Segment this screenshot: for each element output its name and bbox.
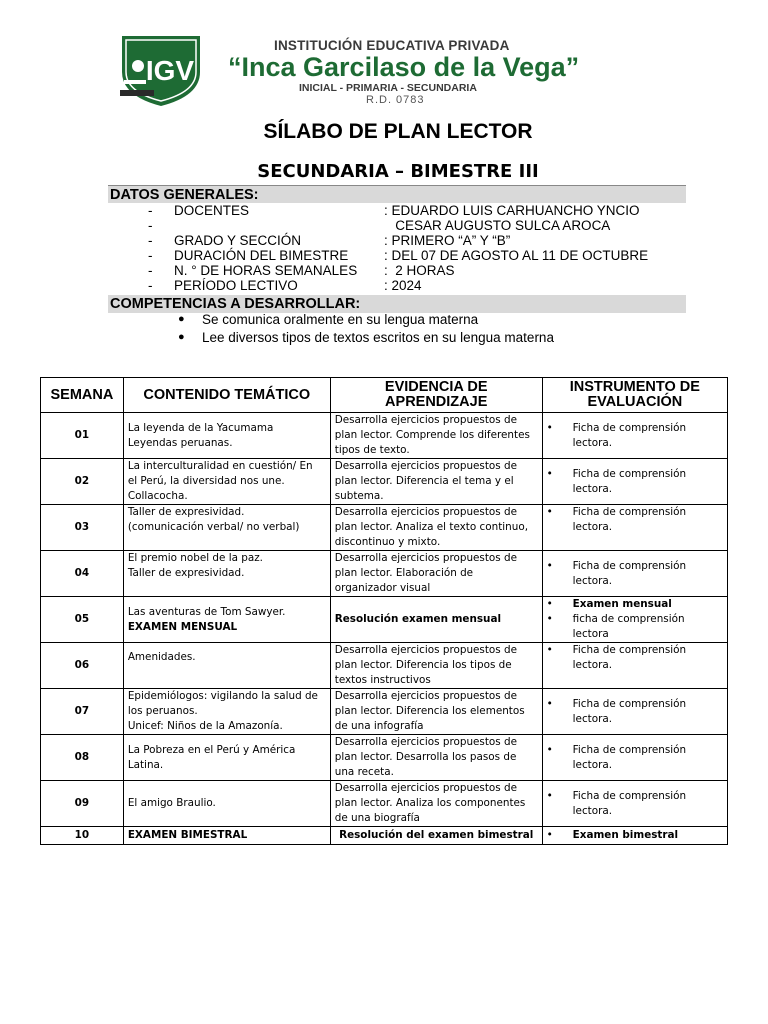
institution-name: “Inca Garcilaso de la Vega” bbox=[228, 52, 580, 82]
contenido-cell: La leyenda de la Yacumama Leyendas peruanas. bbox=[123, 413, 330, 459]
table-row bbox=[41, 781, 728, 827]
header-semana: SEMANA bbox=[41, 378, 124, 413]
competencia-text: Se comunica oralmente en su lengua materna bbox=[202, 312, 479, 327]
table-row bbox=[41, 505, 728, 551]
datos-dash: - bbox=[148, 203, 153, 218]
document-subtitle: SECUNDARIA – BIMESTRE III bbox=[257, 161, 539, 182]
contenido-cell: La Pobreza en el Perú y América Latina. bbox=[123, 735, 330, 781]
contenido-cell: Epidemiólogos: vigilando la salud de los peruanos. Unicef: Niños de la Amazonía. bbox=[123, 689, 330, 735]
instrumento-cell: • Ficha de comprensión lectora. bbox=[542, 735, 727, 781]
plan-lector-table bbox=[40, 377, 728, 845]
header-instrumento: INSTRUMENTO DE EVALUACIÓN bbox=[542, 378, 727, 413]
institution-levels: INICIAL - PRIMARIA - SECUNDARIA bbox=[299, 82, 477, 94]
datos-dash: - bbox=[148, 278, 153, 293]
semana-cell: 05 bbox=[41, 597, 124, 643]
instrumento-cell: • Ficha de comprensión lectora. bbox=[542, 643, 727, 689]
institution-header bbox=[116, 30, 676, 110]
datos-value: CESAR AUGUSTO SULCA AROCA bbox=[384, 218, 611, 233]
competencia-text: Lee diversos tipos de textos escritos en su lengua materna bbox=[202, 330, 554, 345]
table-row bbox=[41, 413, 728, 459]
evidencia-cell: Desarrolla ejercicios propuestos de plan lector. Elaboración de organizador visual bbox=[330, 551, 542, 597]
evidencia-cell: Desarrolla ejercicios propuestos de plan lector. Diferencia los tipos de textos instructivos bbox=[330, 643, 542, 689]
datos-label: PERÍODO LECTIVO bbox=[174, 278, 298, 293]
school-shield-logo bbox=[116, 30, 206, 108]
institution-type: INSTITUCIÓN EDUCATIVA PRIVADA bbox=[274, 38, 510, 53]
datos-generales-heading: DATOS GENERALES: bbox=[108, 185, 686, 203]
header-evidencia: EVIDENCIA DE APRENDIZAJE bbox=[330, 378, 542, 413]
datos-label: DOCENTES bbox=[174, 203, 250, 218]
contenido-cell: La interculturalidad en cuestión/ En el Perú, la diversidad nos une. Collacocha. bbox=[123, 459, 330, 505]
evidencia-cell: Resolución del examen bimestral bbox=[330, 827, 542, 845]
instrumento-cell: • Ficha de comprensión lectora. bbox=[542, 459, 727, 505]
datos-label: GRADO Y SECCIÓN bbox=[174, 233, 302, 248]
semana-cell: 08 bbox=[41, 735, 124, 781]
bullet-icon: • bbox=[546, 697, 553, 710]
semana-cell: 10 bbox=[41, 827, 124, 845]
semana-cell: 07 bbox=[41, 689, 124, 735]
datos-dash: - bbox=[148, 248, 153, 263]
table-row bbox=[41, 597, 728, 643]
semana-cell: 03 bbox=[41, 505, 124, 551]
instrumento-cell: • Ficha de comprensión lectora. bbox=[542, 781, 727, 827]
contenido-cell: EXAMEN BIMESTRAL bbox=[123, 827, 330, 845]
logo-text: IGV bbox=[145, 55, 195, 86]
table-row bbox=[41, 459, 728, 505]
bullet-icon: • bbox=[546, 644, 553, 656]
bullet-icon: • bbox=[546, 467, 553, 480]
table-row bbox=[41, 643, 728, 689]
datos-value: : DEL 07 DE AGOSTO AL 11 DE OCTUBRE bbox=[384, 248, 649, 263]
datos-dash: - bbox=[148, 263, 153, 278]
datos-value: : 2 HORAS bbox=[384, 263, 455, 278]
instrumento-cell: • Examen mensual • ficha de comprensión lectora bbox=[542, 597, 727, 643]
competencias-heading: COMPETENCIAS A DESARROLLAR: bbox=[108, 295, 686, 313]
bullet-icon: • bbox=[546, 598, 553, 610]
instrumento-cell: • Ficha de comprensión lectora. bbox=[542, 505, 727, 551]
datos-value: : EDUARDO LUIS CARHUANCHO YNCIO bbox=[384, 203, 640, 218]
evidencia-cell: Desarrolla ejercicios propuestos de plan lector. Analiza el texto continuo, discontinuo y mixto. bbox=[330, 505, 542, 551]
datos-dash: - bbox=[148, 218, 153, 233]
contenido-cell: El premio nobel de la paz. Taller de expresividad. bbox=[123, 551, 330, 597]
semana-cell: 04 bbox=[41, 551, 124, 597]
bullet-icon: • bbox=[546, 506, 553, 518]
instrumento-cell: • Ficha de comprensión lectora. bbox=[542, 413, 727, 459]
datos-label: DURACIÓN DEL BIMESTRE bbox=[174, 248, 349, 263]
bullet-icon: • bbox=[546, 421, 553, 434]
instrumento-cell: • Ficha de comprensión lectora. bbox=[542, 689, 727, 735]
semana-cell: 02 bbox=[41, 459, 124, 505]
bullet-icon: • bbox=[546, 789, 553, 802]
contenido-cell: Las aventuras de Tom Sawyer. EXAMEN MENSUAL bbox=[123, 597, 330, 643]
instrumento-cell: • Examen bimestral bbox=[542, 827, 727, 845]
instrumento-cell: • Ficha de comprensión lectora. bbox=[542, 551, 727, 597]
table-row bbox=[41, 689, 728, 735]
bullet-icon: • bbox=[546, 743, 553, 756]
evidencia-cell: Resolución examen mensual bbox=[330, 597, 542, 643]
bullet-icon: • bbox=[546, 613, 553, 625]
contenido-cell: El amigo Braulio. bbox=[123, 781, 330, 827]
evidencia-cell: Desarrolla ejercicios propuestos de plan lector. Desarrolla los pasos de una receta. bbox=[330, 735, 542, 781]
bullet-icon: • bbox=[546, 829, 553, 841]
bullet-icon: ● bbox=[178, 331, 185, 343]
datos-value: : PRIMERO “A” Y “B” bbox=[384, 233, 511, 248]
datos-value: : 2024 bbox=[384, 278, 422, 293]
contenido-cell: Amenidades. bbox=[123, 643, 330, 689]
table-row bbox=[41, 735, 728, 781]
table-header-row bbox=[41, 378, 728, 413]
datos-dash: - bbox=[148, 233, 153, 248]
datos-label: N. ° DE HORAS SEMANALES bbox=[174, 263, 358, 278]
document-title: SÍLABO DE PLAN LECTOR bbox=[263, 120, 533, 143]
bullet-icon: ● bbox=[178, 313, 185, 325]
institution-rd: R.D. 0783 bbox=[366, 94, 425, 106]
evidencia-cell: Desarrolla ejercicios propuestos de plan lector. Diferencia el tema y el subtema. bbox=[330, 459, 542, 505]
bullet-icon: • bbox=[546, 559, 553, 572]
semana-cell: 09 bbox=[41, 781, 124, 827]
semana-cell: 06 bbox=[41, 643, 124, 689]
table-row bbox=[41, 551, 728, 597]
evidencia-cell: Desarrolla ejercicios propuestos de plan lector. Comprende los diferentes tipos de texto. bbox=[330, 413, 542, 459]
table-row bbox=[41, 827, 728, 845]
contenido-cell: Taller de expresividad. (comunicación verbal/ no verbal) bbox=[123, 505, 330, 551]
evidencia-cell: Desarrolla ejercicios propuestos de plan lector. Analiza los componentes de una biografía bbox=[330, 781, 542, 827]
header-contenido: CONTENIDO TEMÁTICO bbox=[123, 378, 330, 413]
evidencia-cell: Desarrolla ejercicios propuestos de plan lector. Diferencia los elementos de una infografía bbox=[330, 689, 542, 735]
semana-cell: 01 bbox=[41, 413, 124, 459]
